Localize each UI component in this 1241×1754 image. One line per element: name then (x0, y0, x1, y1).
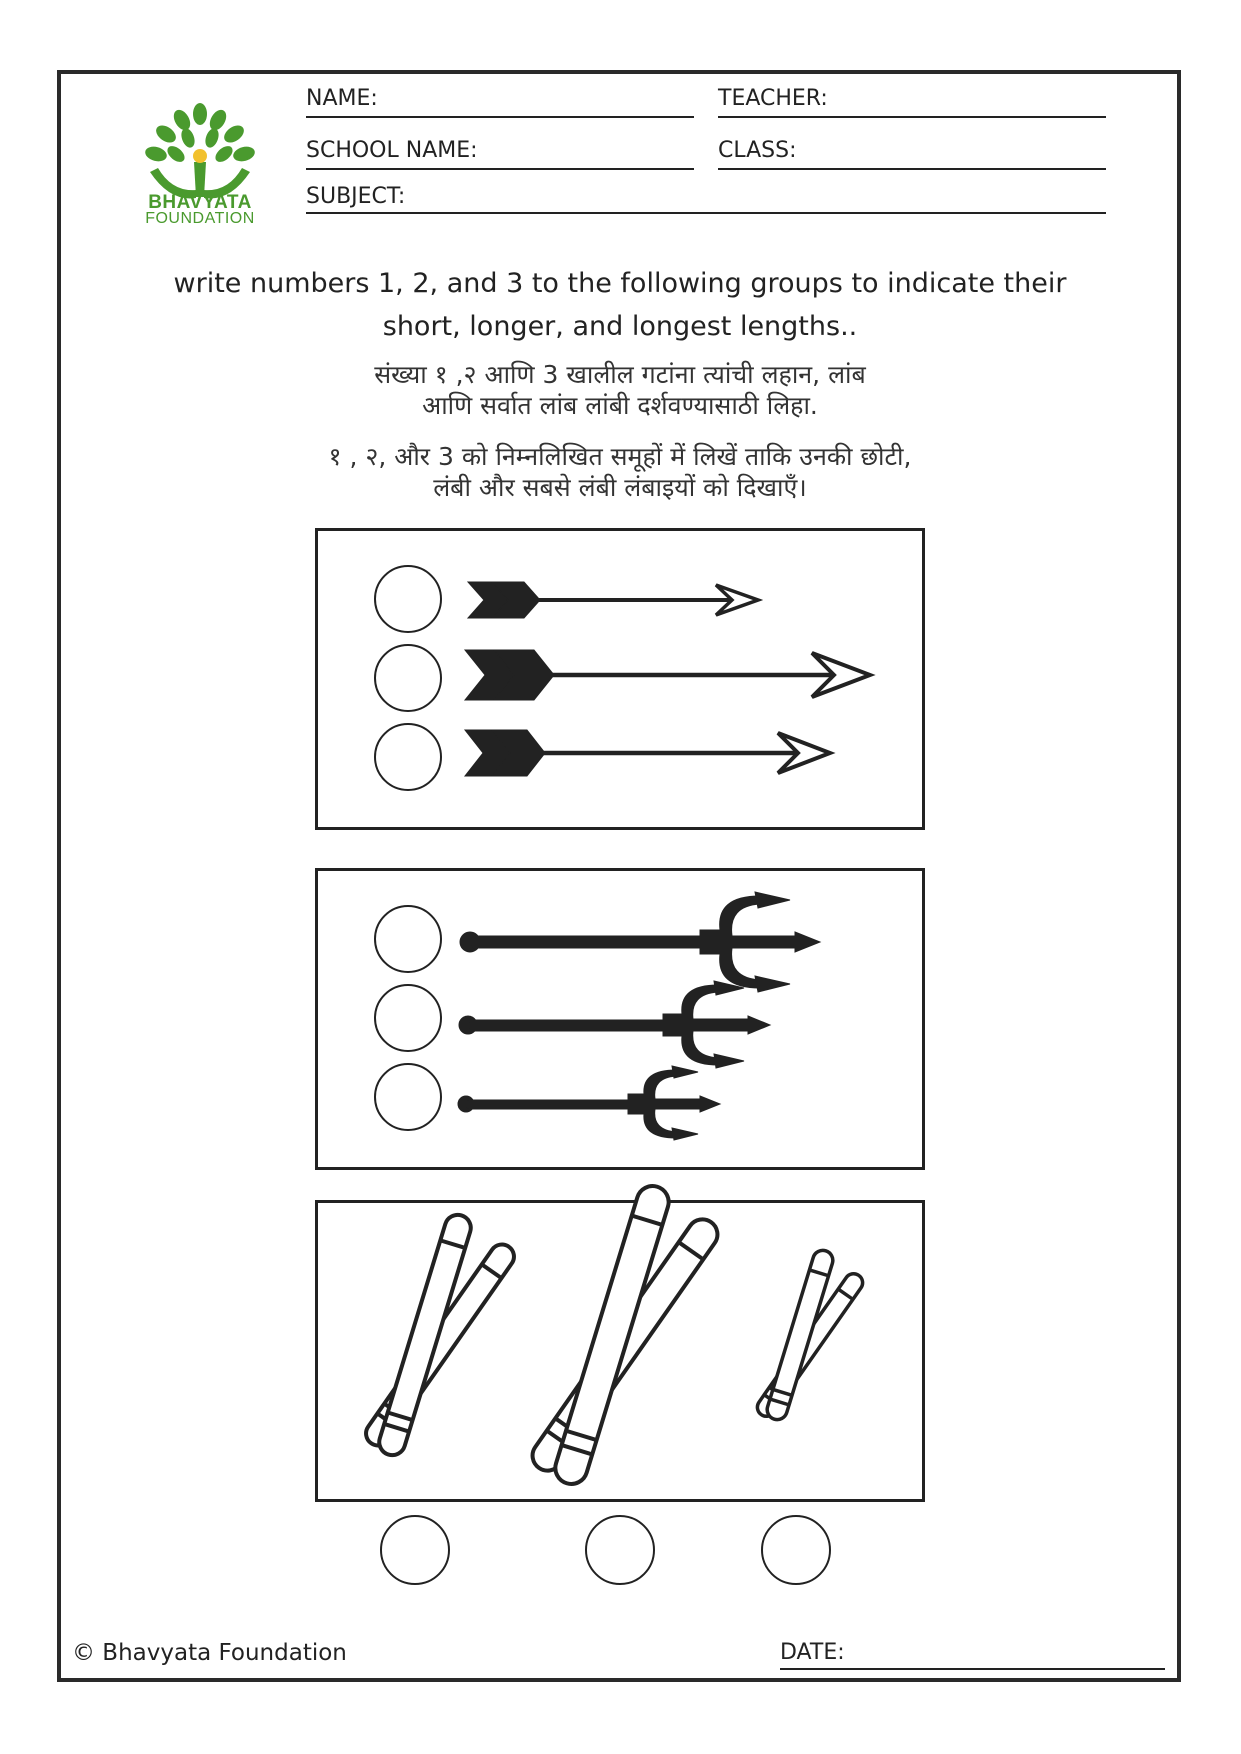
answer-circle-sticks-1[interactable] (380, 1515, 450, 1585)
name-label: NAME: (306, 86, 378, 111)
instruction-hindi-line1: १ , २, और 3 को निम्नलिखित समूहों में लिखें ताकि उनकी छोटी, (328, 442, 912, 471)
answer-circle-sticks-2[interactable] (585, 1515, 655, 1585)
class-label: CLASS: (718, 138, 797, 163)
teacher-label: TEACHER: (718, 86, 828, 111)
copyright-text: © Bhavyata Foundation (72, 1640, 347, 1666)
school-name-label: SCHOOL NAME: (306, 138, 478, 163)
instruction-english-line2: short, longer, and longest lengths.. (382, 311, 858, 342)
logo-subname: FOUNDATION (145, 210, 255, 227)
instruction-english-line1: write numbers 1, 2, and 3 to the following groups to indicate their (173, 268, 1067, 299)
instruction-marathi-line2: आणि सर्वात लांब लांबी दर्शवण्यासाठी लिहा. (422, 391, 818, 420)
crossed-sticks-icon (527, 1182, 724, 1488)
date-field[interactable] (780, 1668, 1165, 1670)
crossed-sticks-icon (361, 1212, 518, 1459)
date-label: DATE: (780, 1640, 845, 1665)
crossed-sticks-icon (754, 1248, 866, 1422)
logo-name: BHAVYATA (148, 192, 252, 213)
subject-label: SUBJECT: (306, 184, 406, 209)
instruction-hindi-line2: लंबी और सबसे लंबी लंबाइयों को दिखाएँ। (433, 473, 807, 502)
instruction-marathi-line1: संख्या १ ,२ आणि 3 खालील गटांना त्यांची लहान, लांब (374, 360, 866, 389)
answer-circle-sticks-3[interactable] (761, 1515, 831, 1585)
